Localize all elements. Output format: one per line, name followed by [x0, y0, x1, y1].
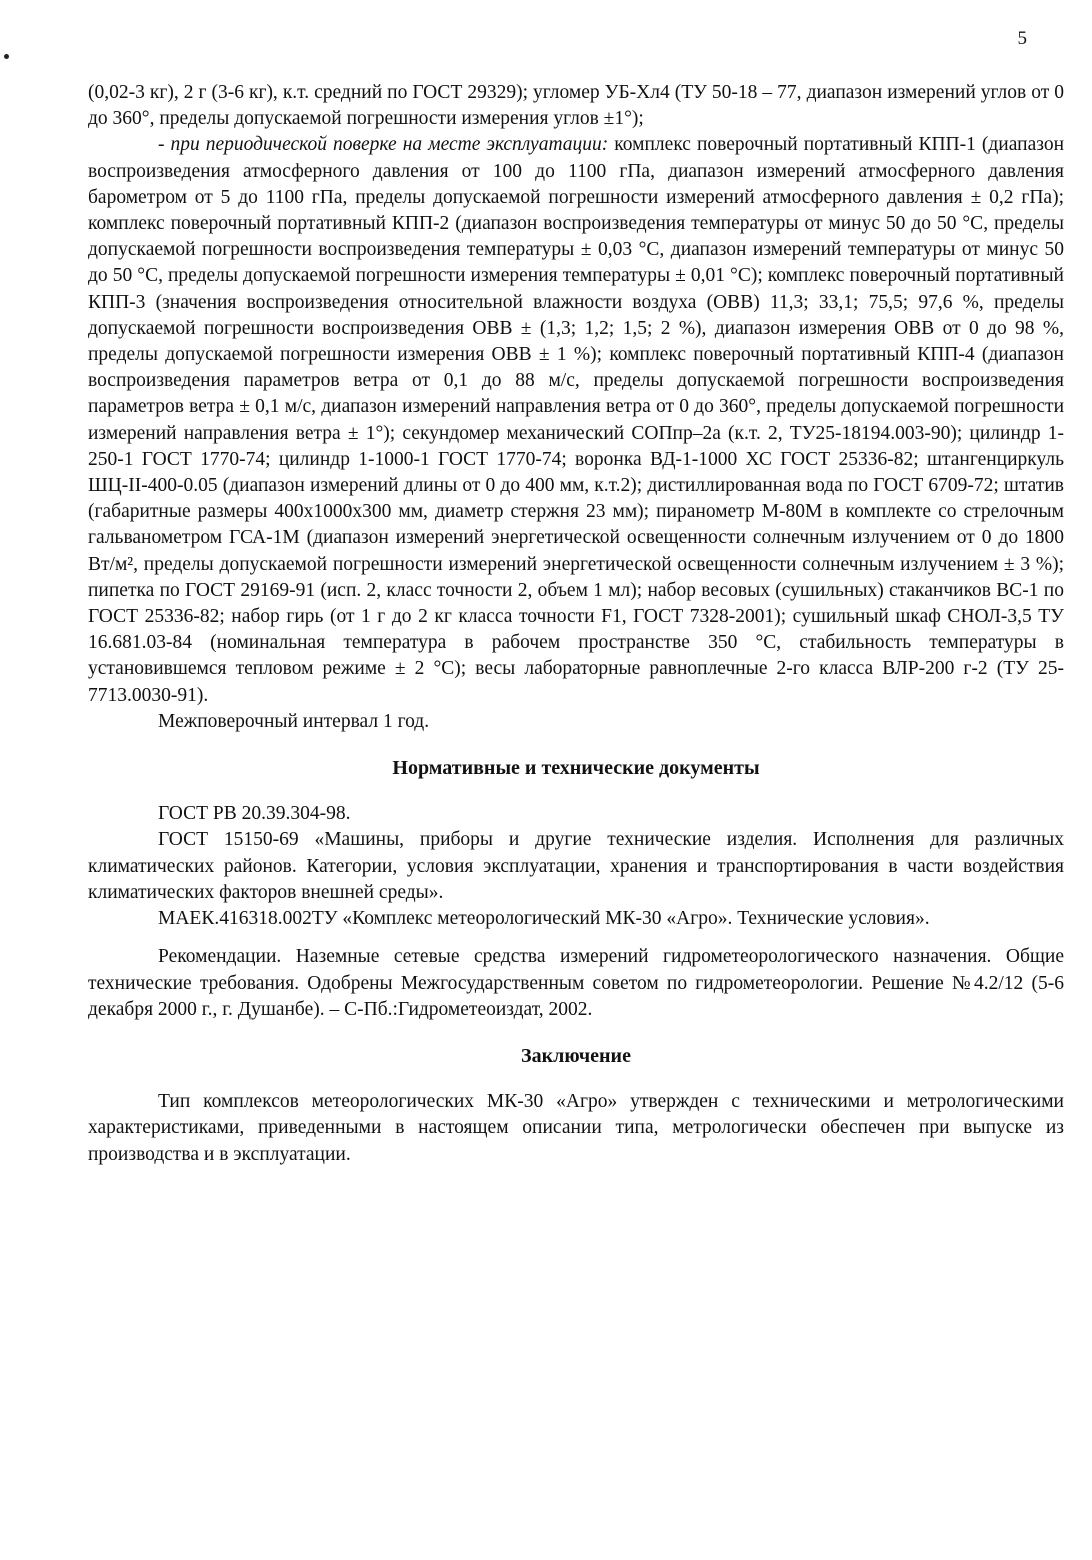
periodic-verification-label: - при периодической поверке на месте эксплуатации:	[158, 134, 609, 156]
document-item: ГОСТ РВ 20.39.304-98.	[158, 803, 351, 825]
document-item: ГОСТ 15150-69 «Машины, приборы и другие технические изделия. Исполнения для различных климатических районов. Категории, условия эксплуатации, хранения и транспортирования в части воздействия климатических факторов внешней среды».	[88, 829, 1064, 903]
periodic-verification-text: комплекс поверочный портативный КПП-1 (диапазон воспроизведения атмосферного давления от 100 до 1100 гПа, диапазон измерений атмосферного давления барометром от 5 до 1100 гПа, пределы допускаемой погрешности измерений атмосферного давления ± 0,2 гПа); комплекс поверочный портативный КПП-2 (диапазон воспроизведения температуры от минус 50 до 50 °С, пределы допускаемой погрешности воспроизведения температуры ± 0,03 °С, диапазон измерений температуры от минус 50 до 50 °С, пределы допускаемой погрешности измерения температуры ± 0,01 °С); комплекс поверочный портативный КПП-3 (значения воспроизведения относительной влажности воздуха (ОВВ) 11,3; 33,1; 75,5; 97,6 %, пределы допускаемой погрешности воспроизведения ОВВ ± (1,3; 1,2; 1,5; 2 %), диапазон измерения ОВВ от 0 до 98 %, пределы допускаемой погрешности измерения ОВВ ± 1 %); комплекс поверочный портативный КПП-4 (диапазон воспроизведения параметров ветра от 0,1 до 88 м/с, пределы допускаемой погрешности воспроизведения параметров ветра ± 0,1 м/с, диапазон измерений направления ветра от 0 до 360°, пределы допускаемой погрешности измерений направления ветра ± 1°); секундомер механический СОПпр–2а (к.т. 2, ТУ25-18194.003-90); цилиндр 1-250-1 ГОСТ 1770-74; цилиндр 1-1000-1 ГОСТ 1770-74; воронка ВД-1-1000 ХС ГОСТ 25336-82; штангенциркуль ШЦ-II-400-0.05 (диапазон измерений длины от 0 до 400 мм, к.т.2); дистиллированная вода по ГОСТ 6709-72; штатив (габаритные размеры 400х1000х300 мм, диаметр стержня 23 мм); пиранометр М-80М в комплекте со стрелочным гальванометром ГСА-1М (диапазон измерений энергетической освещенности солнечным излучением от 0 до 1800 Вт/м², пределы допускаемой погрешности измерений энергетической освещенности солнечным излучением ± 3 %); пипетка по ГОСТ 29169-91 (исп. 2, класс точности 2, объем 1 мл); набор весовых (сушильных) стаканчиков ВС-1 по ГОСТ 25336-82; набор гирь (от 1 г до 2 кг класса точности F1, ГОСТ 7328-2001); сушильный шкаф СНОЛ-3,5 ТУ 16.681.03-84 (номинальная температура в рабочем пространстве 350 °С, стабильность температуры в установившемся тепловом режиме ± 2 °С); весы лабораторные равноплечные 2-го класса ВЛР-200 г-2 (ТУ 25-7713.0030-91).	[88, 134, 1065, 706]
paragraph-periodic-verification	[88, 132, 1064, 708]
conclusion-text: Тип комплексов метеорологических МК-30 «Агро» утвержден с техническими и метрологическими характеристиками, приведенными в настоящем описании типа, метрологически обеспечен при выпуске из производства и в эксплуатации.	[88, 1091, 1064, 1165]
section-heading-documents: Нормативные и технические документы	[392, 757, 760, 780]
paragraph-equipment-continuation: (0,02-3 кг), 2 г (3-6 кг), к.т. средний по ГОСТ 29329); угломер УБ-Хл4 (ТУ 50-18 – 77, диапазон измерений углов от 0 до 360°, пределы допускаемой погрешности измерения углов ±1°);	[88, 82, 1064, 130]
document-body	[88, 80, 1064, 1168]
section-heading-conclusion: Заключение	[521, 1044, 631, 1067]
page-number: 5	[1017, 28, 1027, 49]
scan-artifact-dot	[4, 54, 9, 59]
document-item: МАЕК.416318.002ТУ «Комплекс метеорологический МК-30 «Агро». Технические условия».	[158, 908, 930, 930]
document-item: Рекомендации. Наземные сетевые средства измерений гидрометеорологического назначения. Общие технические требования. Одобрены Межгосударственным советом по гидрометеорологии. Решение №4.2/12 (5-6 декабря 2000 г., г. Душанбе). – С-Пб.:Гидрометеоиздат, 2002.	[88, 946, 1064, 1020]
paragraph-verification-interval: Межповерочный интервал 1 год.	[158, 710, 430, 732]
